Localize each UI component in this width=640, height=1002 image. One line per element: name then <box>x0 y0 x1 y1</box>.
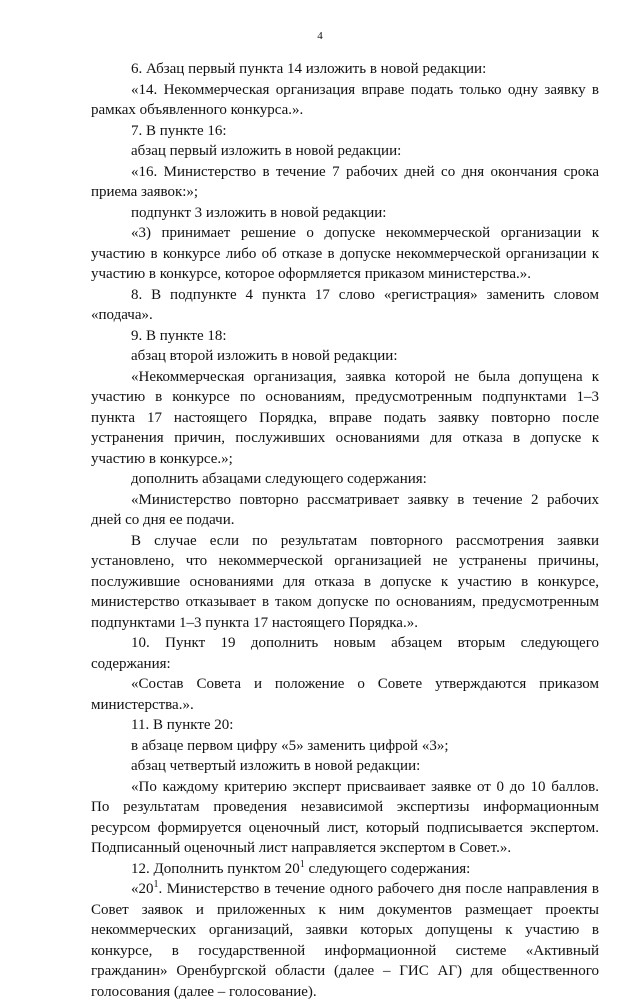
item-20-1-start: «20 <box>131 881 154 897</box>
paragraph-item-14-text: «14. Некоммерческая организация вправе подать только одну заявку в рамках объявленного конкурса.». <box>91 81 599 118</box>
paragraph-item-9: 9. В пункте 18: <box>131 327 227 344</box>
paragraph-item-7: 7. В пункте 16: <box>131 122 227 139</box>
paragraph-item-6: 6. Абзац первый пункта 14 изложить в новой редакции: <box>131 61 487 77</box>
paragraph-item-10: 10. Пункт 19 дополнить новым абзацем вторым следующего содержания: <box>91 635 599 672</box>
paragraph-item-8: 8. В подпункте 4 пункта 17 слово «регистрация» заменить словом «подача». <box>91 286 599 323</box>
paragraph-item-9-instruction: абзац второй изложить в новой редакции: <box>131 348 398 364</box>
paragraph-expert-scoring: «По каждому критерию эксперт присваивает заявке от 0 до 10 баллов. По результатам проведения независимой экспертизы информационным ресурсом формируется оценочный лист, который подписывается экспертом. Подписанный оценочный лист направляется экспертом в Совет.». <box>91 778 599 856</box>
paragraph-item-11-digit: в абзаце первом цифру «5» заменить цифрой «3»; <box>131 737 449 754</box>
item-20-1-text: . Министерство в течение одного рабочего дня после направления в Совет заявок и приложенных к ним документов размещает проекты некоммерческих организаций, заявки которых допущены к участию в конкурсе, в государственной информационной системе «Активный гражданин» Оренбургской области (далее – ГИС АГ) для общественного голосования (далее – голосование). <box>91 881 599 1000</box>
paragraph-item-16-text: «16. Министерство в течение 7 рабочих дней со дня окончания срока приема заявок:»; <box>91 163 599 200</box>
paragraph-item-11: 11. В пункте 20: <box>131 717 234 733</box>
paragraph-item-7-instruction: абзац первый изложить в новой редакции: <box>131 143 402 159</box>
paragraph-ministry-review: «Министерство повторно рассматривает заявку в течение 2 рабочих дней со дня ее подачи. <box>91 491 599 528</box>
item-20-1-superscript: 1 <box>153 879 159 890</box>
paragraph-item-12 <box>91 859 599 880</box>
document-body <box>91 59 599 1002</box>
paragraph-subitem-3-text: «3) принимает решение о допуске некоммерческой организации к участию в конкурсе либо об отказе в допуске некоммерческой организации к участию в конкурсе, которое оформляется приказом министерства.». <box>91 225 599 282</box>
item-12-text: 12. Дополнить пунктом 20 <box>131 860 300 877</box>
paragraph-item-18-text: «Некоммерческая организация, заявка которой не была допущена к участию в конкурсе по основаниям, предусмотренным подпунктами 1–3 пункта 17 настоящего Порядка, вправе подать заявку повторно после устранения причин, послуживших основаниями для отказа в допуске к участию в конкурсе.»; <box>91 368 599 467</box>
item-12-superscript: 1 <box>299 858 305 870</box>
paragraph-council-text: «Состав Совета и положение о Совете утверждаются приказом министерства.». <box>91 676 599 713</box>
paragraph-add-instruction: дополнить абзацами следующего содержания: <box>131 471 427 487</box>
item-12-text-end: следующего содержания: <box>304 860 471 877</box>
paragraph-item-11-instruction: абзац четвертый изложить в новой редакции: <box>131 758 421 774</box>
paragraph-repeat-review: В случае если по результатам повторного рассмотрения заявки установлено, что некоммерческой организацией не устранены причины, послужившие основаниями для отказа в допуске к участию в конкурсе, министерство отказывает в таком допуске по основаниям, предусмотренным подпунктами 1–3 пункта 17 настоящего Порядка.». <box>91 532 599 631</box>
paragraph-subitem-3-instruction: подпункт 3 изложить в новой редакции: <box>131 204 387 221</box>
paragraph-item-20-1 <box>91 879 599 1002</box>
page-number: 4 <box>317 30 323 42</box>
